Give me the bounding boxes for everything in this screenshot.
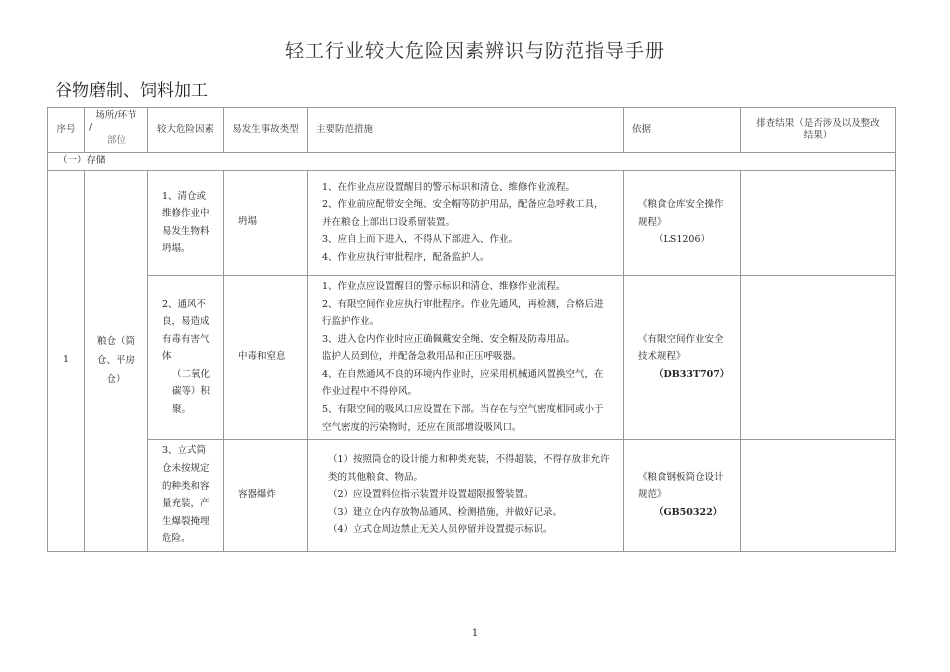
group-label: （一）存储 [48,153,896,171]
header-measures: 主要防范措施 [308,108,624,153]
header-place-line2: / [89,122,93,134]
measure-item: （4）立式仓周边禁止无关人员停留并设置提示标识。 [328,524,553,536]
measures-cell [308,170,624,275]
header-place-line1: 场所/环节 [95,110,137,121]
basis-code: （LS1206） [654,234,710,246]
measure-item: 3、进入仓内作业时应正确佩戴安全绳、安全帽及防毒用品。 [322,333,576,345]
hazard-cell [148,275,224,439]
header-seq: 序号 [48,108,85,153]
measure-item: 2、作业前应配带安全绳、安全帽等防护用品，配备应急呼救工具，并在粮仓上部出口设系留装置。 [322,199,604,228]
accident-cell: 中毒和窒息 [224,275,308,439]
measure-item: 监护人员到位，并配备急救用品和正压呼吸器。 [322,351,522,363]
section-title: 谷物磨制、饲料加工 [55,81,208,101]
measure-item: 4、在自然通风不良的环境内作业时，应采用机械通风置换空气，在作业过程中不得停风。 [322,368,604,398]
hazard-cell: 3、立式筒仓未按规定的种类和容量充装，产生爆裂掩埋危险。 [148,439,224,551]
header-place [85,108,148,153]
measure-item: 1、作业点应设置醒目的警示标识和清仓、维修作业流程。 [322,281,566,293]
result-cell [741,439,896,551]
place-cell: 粮仓（筒仓、平房仓） [85,170,148,551]
header-basis: 依据 [624,108,741,153]
table-group-row [48,153,896,171]
table-row [48,275,896,439]
measure-item: （2）应设置料位指示装置并设置超限报警装置。 [328,489,534,501]
basis-code: （DB33T707） [654,368,730,380]
page-number: 1 [471,628,479,639]
measure-item: （3）建立仓内存放物品通风、检测措施，并做好记录。 [328,506,563,518]
hazard-text: 2、通风不良，易造成有毒有害气体 [162,298,210,363]
accident-cell: 坍塌 [224,170,308,275]
header-hazard: 较大危险因素 [148,108,224,153]
header-place-line3: 部位 [107,134,127,146]
measure-item: 2、有限空间作业应执行审批程序。作业先通风，再检测，合格后进行监护作业。 [322,298,604,328]
document-title: 轻工行业较大危险因素辨识与防范指导手册 [284,40,665,62]
table-row [48,170,896,275]
hazard-text-extra: （二氧化碳等）积聚。 [172,368,211,416]
basis-title: 《有限空间作业安全技术规程》 [638,333,724,363]
table-header-row [48,108,896,153]
header-result: 排查结果（是否涉及以及整改结果） [741,108,896,153]
measure-item: 1、在作业点应设置醒目的警示标识和清仓、维修作业流程。 [322,181,576,193]
measure-item: 3、应自上而下进入，不得从下部进入、作业。 [322,234,519,246]
seq-cell: 1 [48,170,85,551]
basis-cell [624,439,741,551]
measure-item: 5、有限空间的吸风口应设置在下部。当存在与空气密度相同或小于空气密度的污染物时，还应在顶部增设吸风口。 [322,404,604,433]
header-accident: 易发生事故类型 [224,108,308,153]
basis-title: 《粮食仓库安全操作规程》 [638,199,724,228]
table-row [48,439,896,551]
basis-title: 《粮食钢板筒仓设计规范》 [638,471,724,501]
measure-item: 4、作业应执行审批程序，配备监护人。 [322,251,490,263]
result-cell [741,275,896,439]
measure-item: （1）按照筒仓的设计能力和种类充装，不得超装，不得存放非允许类的其他粮食、物品。 [328,454,610,483]
measures-cell [308,275,624,439]
accident-cell: 容器爆炸 [224,439,308,551]
basis-code: （GB50322） [654,506,723,518]
basis-cell [624,275,741,439]
basis-cell [624,170,741,275]
hazard-table [47,107,896,552]
measures-cell [308,439,624,551]
hazard-cell: 1、清仓或维修作业中易发生物料坍塌。 [148,170,224,275]
result-cell [741,170,896,275]
